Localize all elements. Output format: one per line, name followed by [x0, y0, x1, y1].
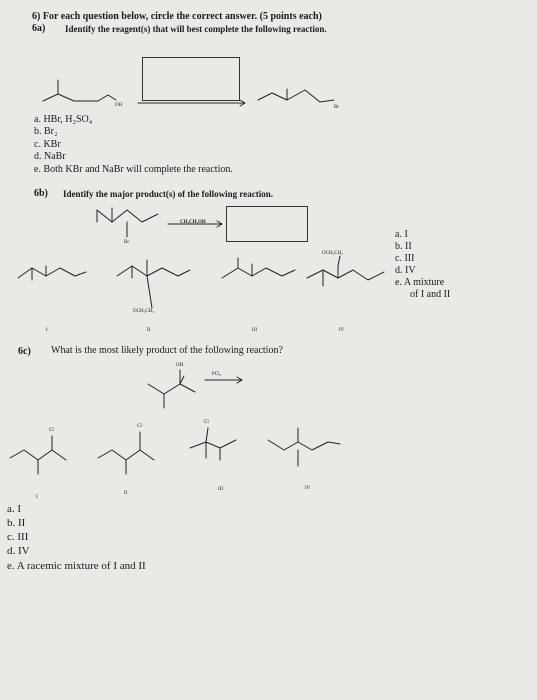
numeral-6c-IV: IV — [305, 486, 311, 491]
option-6c-e[interactable]: e. A racemic mixture of I and II — [7, 560, 146, 572]
option-6a-a[interactable]: a. HBr, H₂SO₄ — [34, 114, 93, 125]
option-6a-d[interactable]: d. NaBr — [34, 151, 66, 162]
option-6b-b[interactable]: b. II — [395, 241, 412, 252]
product-6c-I — [10, 450, 66, 460]
numeral-6c-III: III — [218, 487, 223, 492]
part-c-label: 6c) — [18, 346, 31, 357]
reagent-6c: PCl₃ — [212, 372, 222, 377]
question-header: 6) For each question below, circle the correct answer. (5 points each) — [32, 11, 322, 22]
part-b-label: 6b) — [34, 188, 48, 199]
option-6c-a[interactable]: a. I — [7, 503, 22, 515]
part-a-prompt: Identify the reagent(s) that will best complete the following reaction. — [65, 24, 327, 34]
oh-label-6a: OH — [115, 103, 123, 108]
br-label-6a: Br — [334, 105, 339, 110]
numeral-6b-IV: IV — [339, 328, 345, 333]
cl-label-6c-I: Cl — [49, 428, 54, 433]
reagent-6b: CH₃CH₂OH — [180, 220, 206, 225]
numeral-6b-II: II — [147, 328, 151, 333]
ether-label-6b-II: OCH₂CH₃ — [133, 309, 154, 314]
option-6a-b[interactable]: b. Br₂ — [34, 126, 58, 137]
option-6b-e[interactable]: e. A mixture — [395, 277, 445, 288]
option-6b-c[interactable]: c. III — [395, 253, 415, 264]
option-6b-d[interactable]: d. IV — [395, 265, 416, 276]
product-6c-III — [190, 440, 236, 448]
option-6b-e-cont: of I and II — [410, 289, 451, 300]
option-6a-c[interactable]: c. KBr — [34, 139, 61, 150]
product-6c-II — [98, 450, 154, 460]
numeral-6b-I: I — [46, 328, 48, 333]
product-6c-IV — [268, 440, 340, 450]
numeral-6c-I: I — [36, 495, 38, 500]
br-label-6b: Br — [124, 240, 129, 245]
oh-label-6c: OH — [176, 363, 184, 368]
part-b-prompt: Identify the major product(s) of the following reaction. — [63, 189, 273, 199]
cl-label-6c-II: Cl — [137, 424, 142, 429]
option-6a-e[interactable]: e. Both KBr and NaBr will complete the reaction. — [34, 164, 233, 175]
reactant-6c-chain — [148, 384, 195, 394]
part-a-label: 6a) — [32, 23, 46, 34]
option-6c-c[interactable]: c. III — [7, 531, 29, 543]
cl-label-6c-III: Cl — [204, 420, 209, 425]
numeral-6c-II: II — [124, 491, 128, 496]
option-6c-d[interactable]: d. IV — [7, 545, 30, 557]
option-6b-a[interactable]: a. I — [395, 229, 408, 240]
numeral-6b-III: III — [252, 328, 257, 333]
ether-label-6b-IV: OCH₂CH₃ — [322, 251, 343, 256]
option-6c-b[interactable]: b. II — [7, 517, 26, 529]
part-c-prompt: What is the most likely product of the following reaction? — [51, 345, 283, 356]
